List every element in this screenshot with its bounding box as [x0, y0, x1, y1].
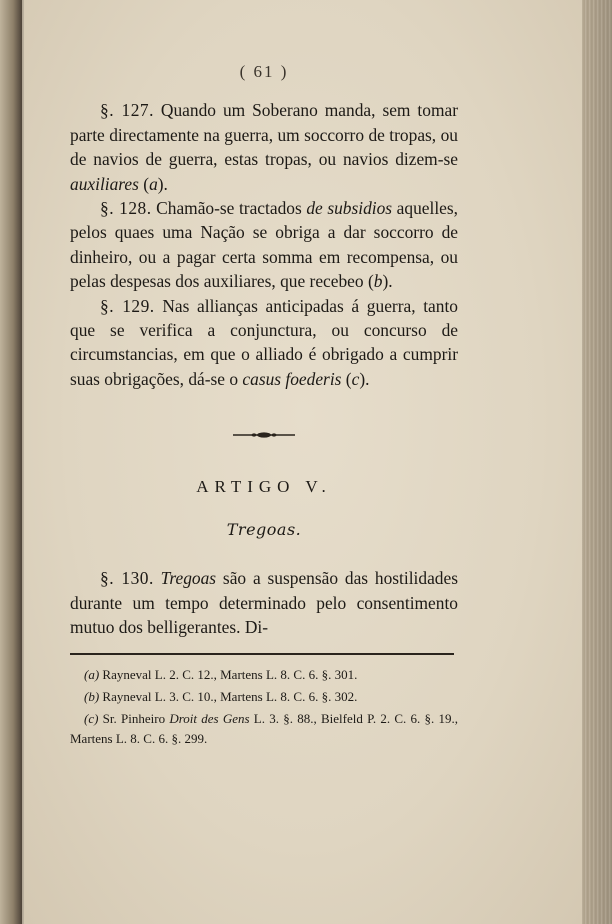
text-run: [154, 568, 161, 588]
text-run: Chamão-se tractados: [151, 198, 307, 219]
italic-run: (c): [84, 711, 99, 727]
text-run: Quando um Soberano manda, sem tomar parte directamente na guerra, um soccorro de tropas, ou de navios de guerra, estas tropas, ou navios dizem-se: [70, 100, 458, 170]
text-run: Rayneval L. 2. C. 12., Martens L. 8. C. 6. §. 301.: [99, 667, 358, 683]
page-number: ( 61 ): [239, 62, 289, 81]
text-run: (: [341, 368, 352, 389]
paragraphs: [70, 98, 458, 391]
section-heading: ARTIGO V.: [196, 477, 332, 497]
footnote: [70, 687, 458, 707]
italic-run: de subsidios: [306, 198, 393, 219]
footnote: [70, 665, 458, 685]
italic-run: auxiliares: [70, 173, 139, 194]
text-run: ).: [359, 368, 370, 389]
italic-run: (b): [84, 689, 100, 705]
italic-run: a: [149, 173, 158, 194]
footnotes: [70, 665, 458, 749]
footnote-rule: [70, 653, 454, 655]
section-number: §. 129.: [100, 295, 155, 316]
text-run: ).: [157, 173, 168, 194]
italic-run: (a): [84, 667, 100, 683]
binding-shadow: [0, 0, 22, 924]
section-number: §. 130.: [100, 568, 154, 589]
paragraph-130: [70, 566, 458, 639]
italic-run: Droit des Gens: [169, 711, 250, 727]
text-run: Sr. Pinheiro: [98, 711, 170, 727]
italic-run: Tregoas: [160, 568, 217, 589]
text-run: ).: [382, 271, 393, 292]
text-run: L. 3. §. 88., Bielfeld P. 2. C. 6. §. 19., Martens L. 8. C. 6. §. 299.: [70, 711, 458, 747]
paragraph: [70, 294, 458, 392]
page-fore-edge: [582, 0, 612, 924]
paragraph: [70, 196, 458, 294]
ornament-divider: [233, 431, 295, 439]
section-number: §. 127.: [100, 100, 154, 121]
section-subheading: Tregoas.: [226, 519, 302, 539]
text-run: Nas allianças anticipadas á guerra, tanto que se verifica a conjunctura, ou concurso de circumstancias, em que o alliado é obrigado a cumprir suas obrigações, dá-se o: [70, 295, 458, 389]
text-run: são a suspensão das hostilidades durante um tempo determinado pelo consentimento mutuo dos belligerantes. Di-: [70, 568, 458, 637]
paragraph: [70, 98, 458, 196]
italic-run: casus foederis: [242, 368, 342, 389]
page-text-block: [70, 60, 458, 751]
text-run: aquelles, pelos quaes uma Nação se obriga a dar soccorro de dinheiro, ou a pagar certa somma em recompensa, ou pelas despesas dos auxiliares, que recebeo (: [70, 198, 458, 292]
italic-run: c: [351, 368, 360, 389]
section-number: §. 128.: [100, 198, 152, 219]
text-run: (: [138, 173, 150, 194]
text-run: Rayneval L. 3. C. 10., Martens L. 8. C. 6. §. 302.: [99, 689, 358, 705]
italic-run: b: [373, 271, 383, 292]
footnote: [70, 709, 458, 749]
